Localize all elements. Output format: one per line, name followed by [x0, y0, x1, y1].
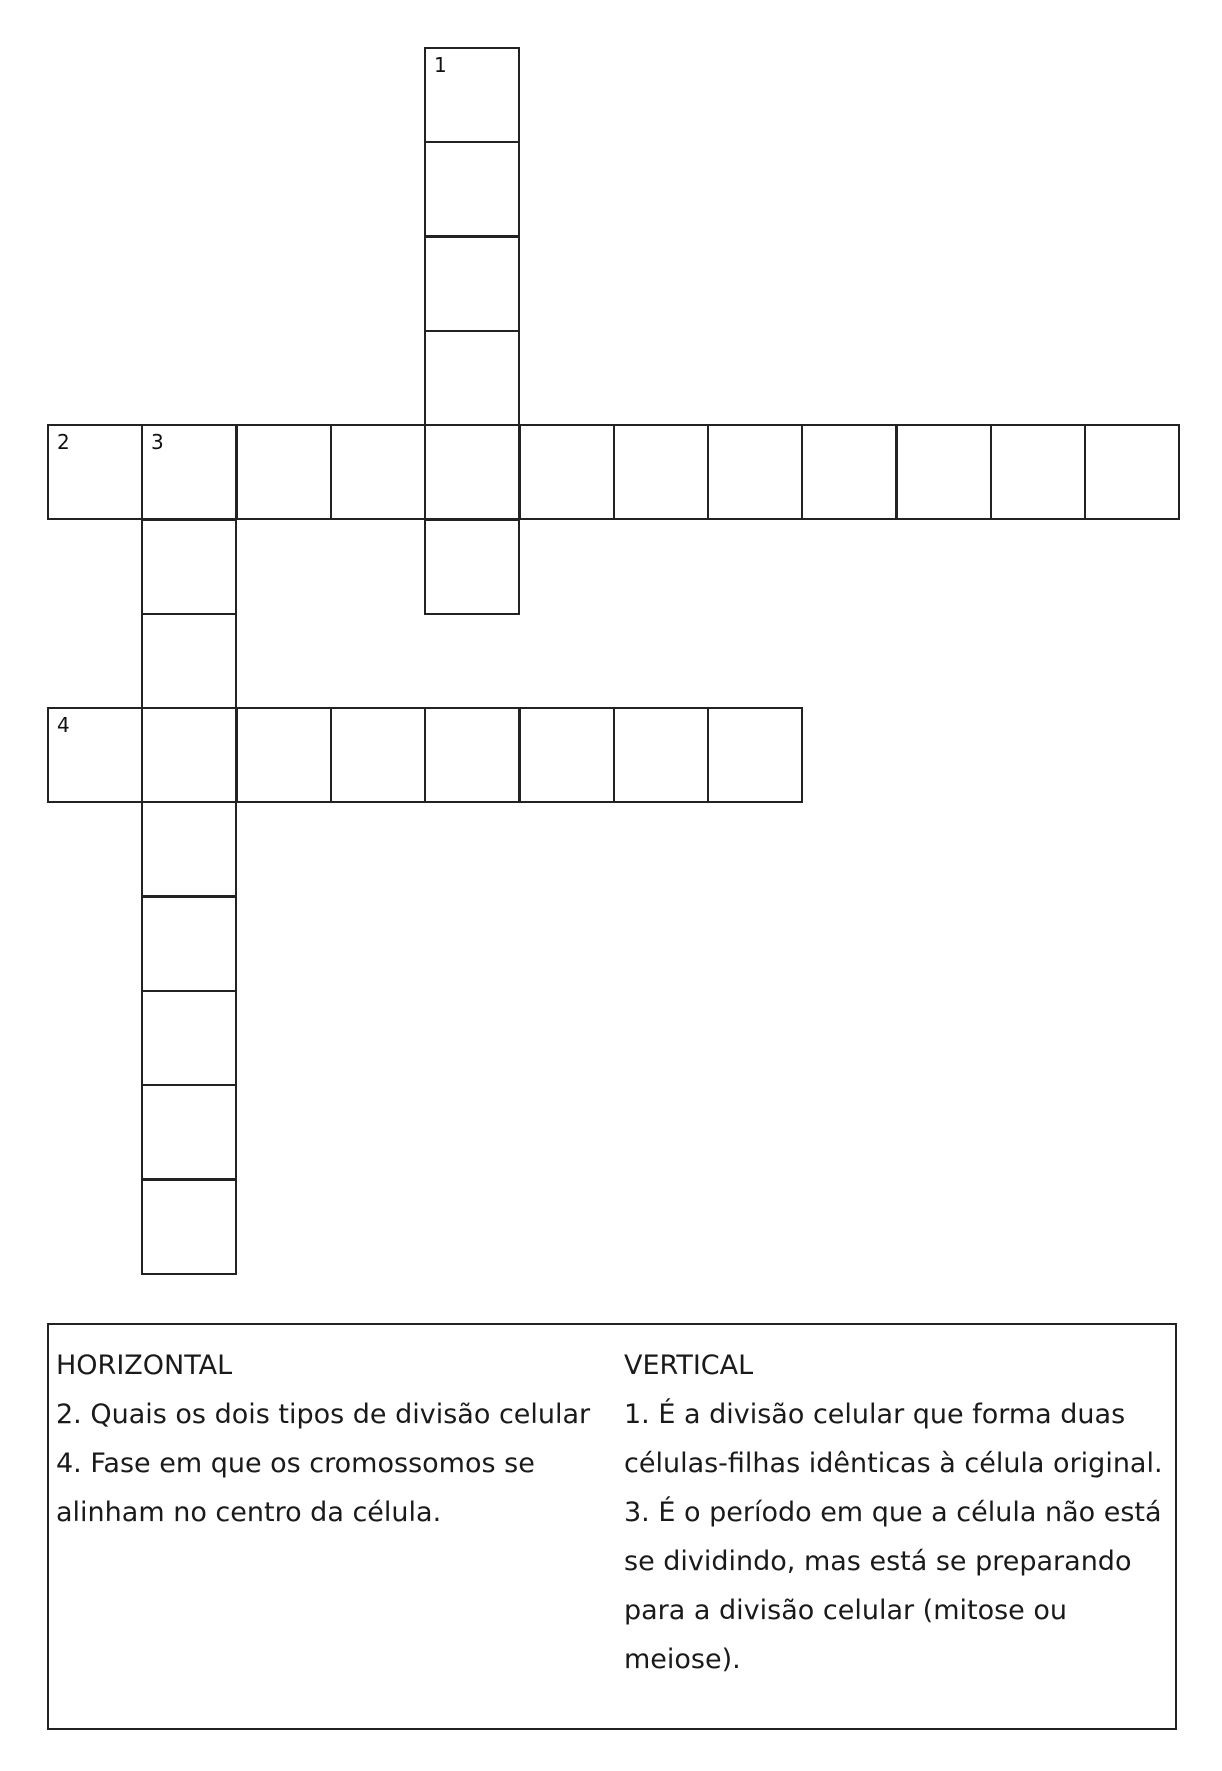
crossword-cell[interactable]	[424, 141, 520, 237]
crossword-cell[interactable]	[236, 424, 332, 520]
crossword-cell[interactable]	[47, 424, 143, 520]
vertical-clues	[624, 1341, 1174, 1684]
vertical-clue-line: meiose).	[624, 1644, 741, 1675]
crossword-cell[interactable]	[424, 47, 520, 143]
crossword-cell[interactable]	[330, 707, 426, 803]
vertical-title: VERTICAL	[624, 1350, 754, 1381]
crossword-cell[interactable]	[141, 990, 237, 1086]
crossword-cell[interactable]	[141, 707, 237, 803]
crossword-cell[interactable]	[141, 896, 237, 992]
clue-number: 3	[151, 430, 164, 454]
crossword-cell[interactable]	[1084, 424, 1180, 520]
vertical-clue-line: células-filhas idênticas à célula original.	[624, 1448, 1163, 1479]
horizontal-clue-line: alinham no centro da célula.	[56, 1497, 442, 1528]
vertical-clue-line: para a divisão celular (mitose ou	[624, 1595, 1068, 1626]
horizontal-title: HORIZONTAL	[56, 1350, 233, 1381]
crossword-cell[interactable]	[141, 1179, 237, 1275]
crossword-cell[interactable]	[141, 1084, 237, 1180]
vertical-clue-line: 3. É o período em que a célula não está	[624, 1497, 1162, 1528]
crossword-cell[interactable]	[424, 424, 520, 520]
horizontal-clue-line: 2. Quais os dois tipos de divisão celular	[56, 1399, 591, 1430]
vertical-clue-line: 1. É a divisão celular que forma duas	[624, 1399, 1126, 1430]
crossword-cell[interactable]	[519, 424, 615, 520]
crossword-cell[interactable]	[424, 236, 520, 332]
crossword-cell[interactable]	[424, 707, 520, 803]
horizontal-clue-line: 4. Fase em que os cromossomos se	[56, 1448, 535, 1479]
crossword-cell[interactable]	[141, 801, 237, 897]
crossword-cell[interactable]	[896, 424, 992, 520]
clue-number: 2	[57, 430, 70, 454]
crossword-cell[interactable]	[519, 707, 615, 803]
crossword-cell[interactable]	[330, 424, 426, 520]
crossword-cell[interactable]	[424, 330, 520, 426]
vertical-clue-line: se dividindo, mas está se preparando	[624, 1546, 1132, 1577]
crossword-cell[interactable]	[707, 707, 803, 803]
crossword-cell[interactable]	[613, 707, 709, 803]
crossword-cell[interactable]	[801, 424, 897, 520]
clues-box	[47, 1323, 1177, 1730]
crossword-cell[interactable]	[141, 424, 237, 520]
crossword-cell[interactable]	[236, 707, 332, 803]
clue-number: 1	[434, 53, 447, 77]
horizontal-clues	[56, 1341, 611, 1537]
crossword-cell[interactable]	[47, 707, 143, 803]
crossword-cell[interactable]	[424, 519, 520, 615]
crossword-cell[interactable]	[613, 424, 709, 520]
crossword-cell[interactable]	[141, 519, 237, 615]
crossword-cell[interactable]	[707, 424, 803, 520]
crossword-cell[interactable]	[141, 613, 237, 709]
clue-number: 4	[57, 713, 70, 737]
crossword-cell[interactable]	[990, 424, 1086, 520]
